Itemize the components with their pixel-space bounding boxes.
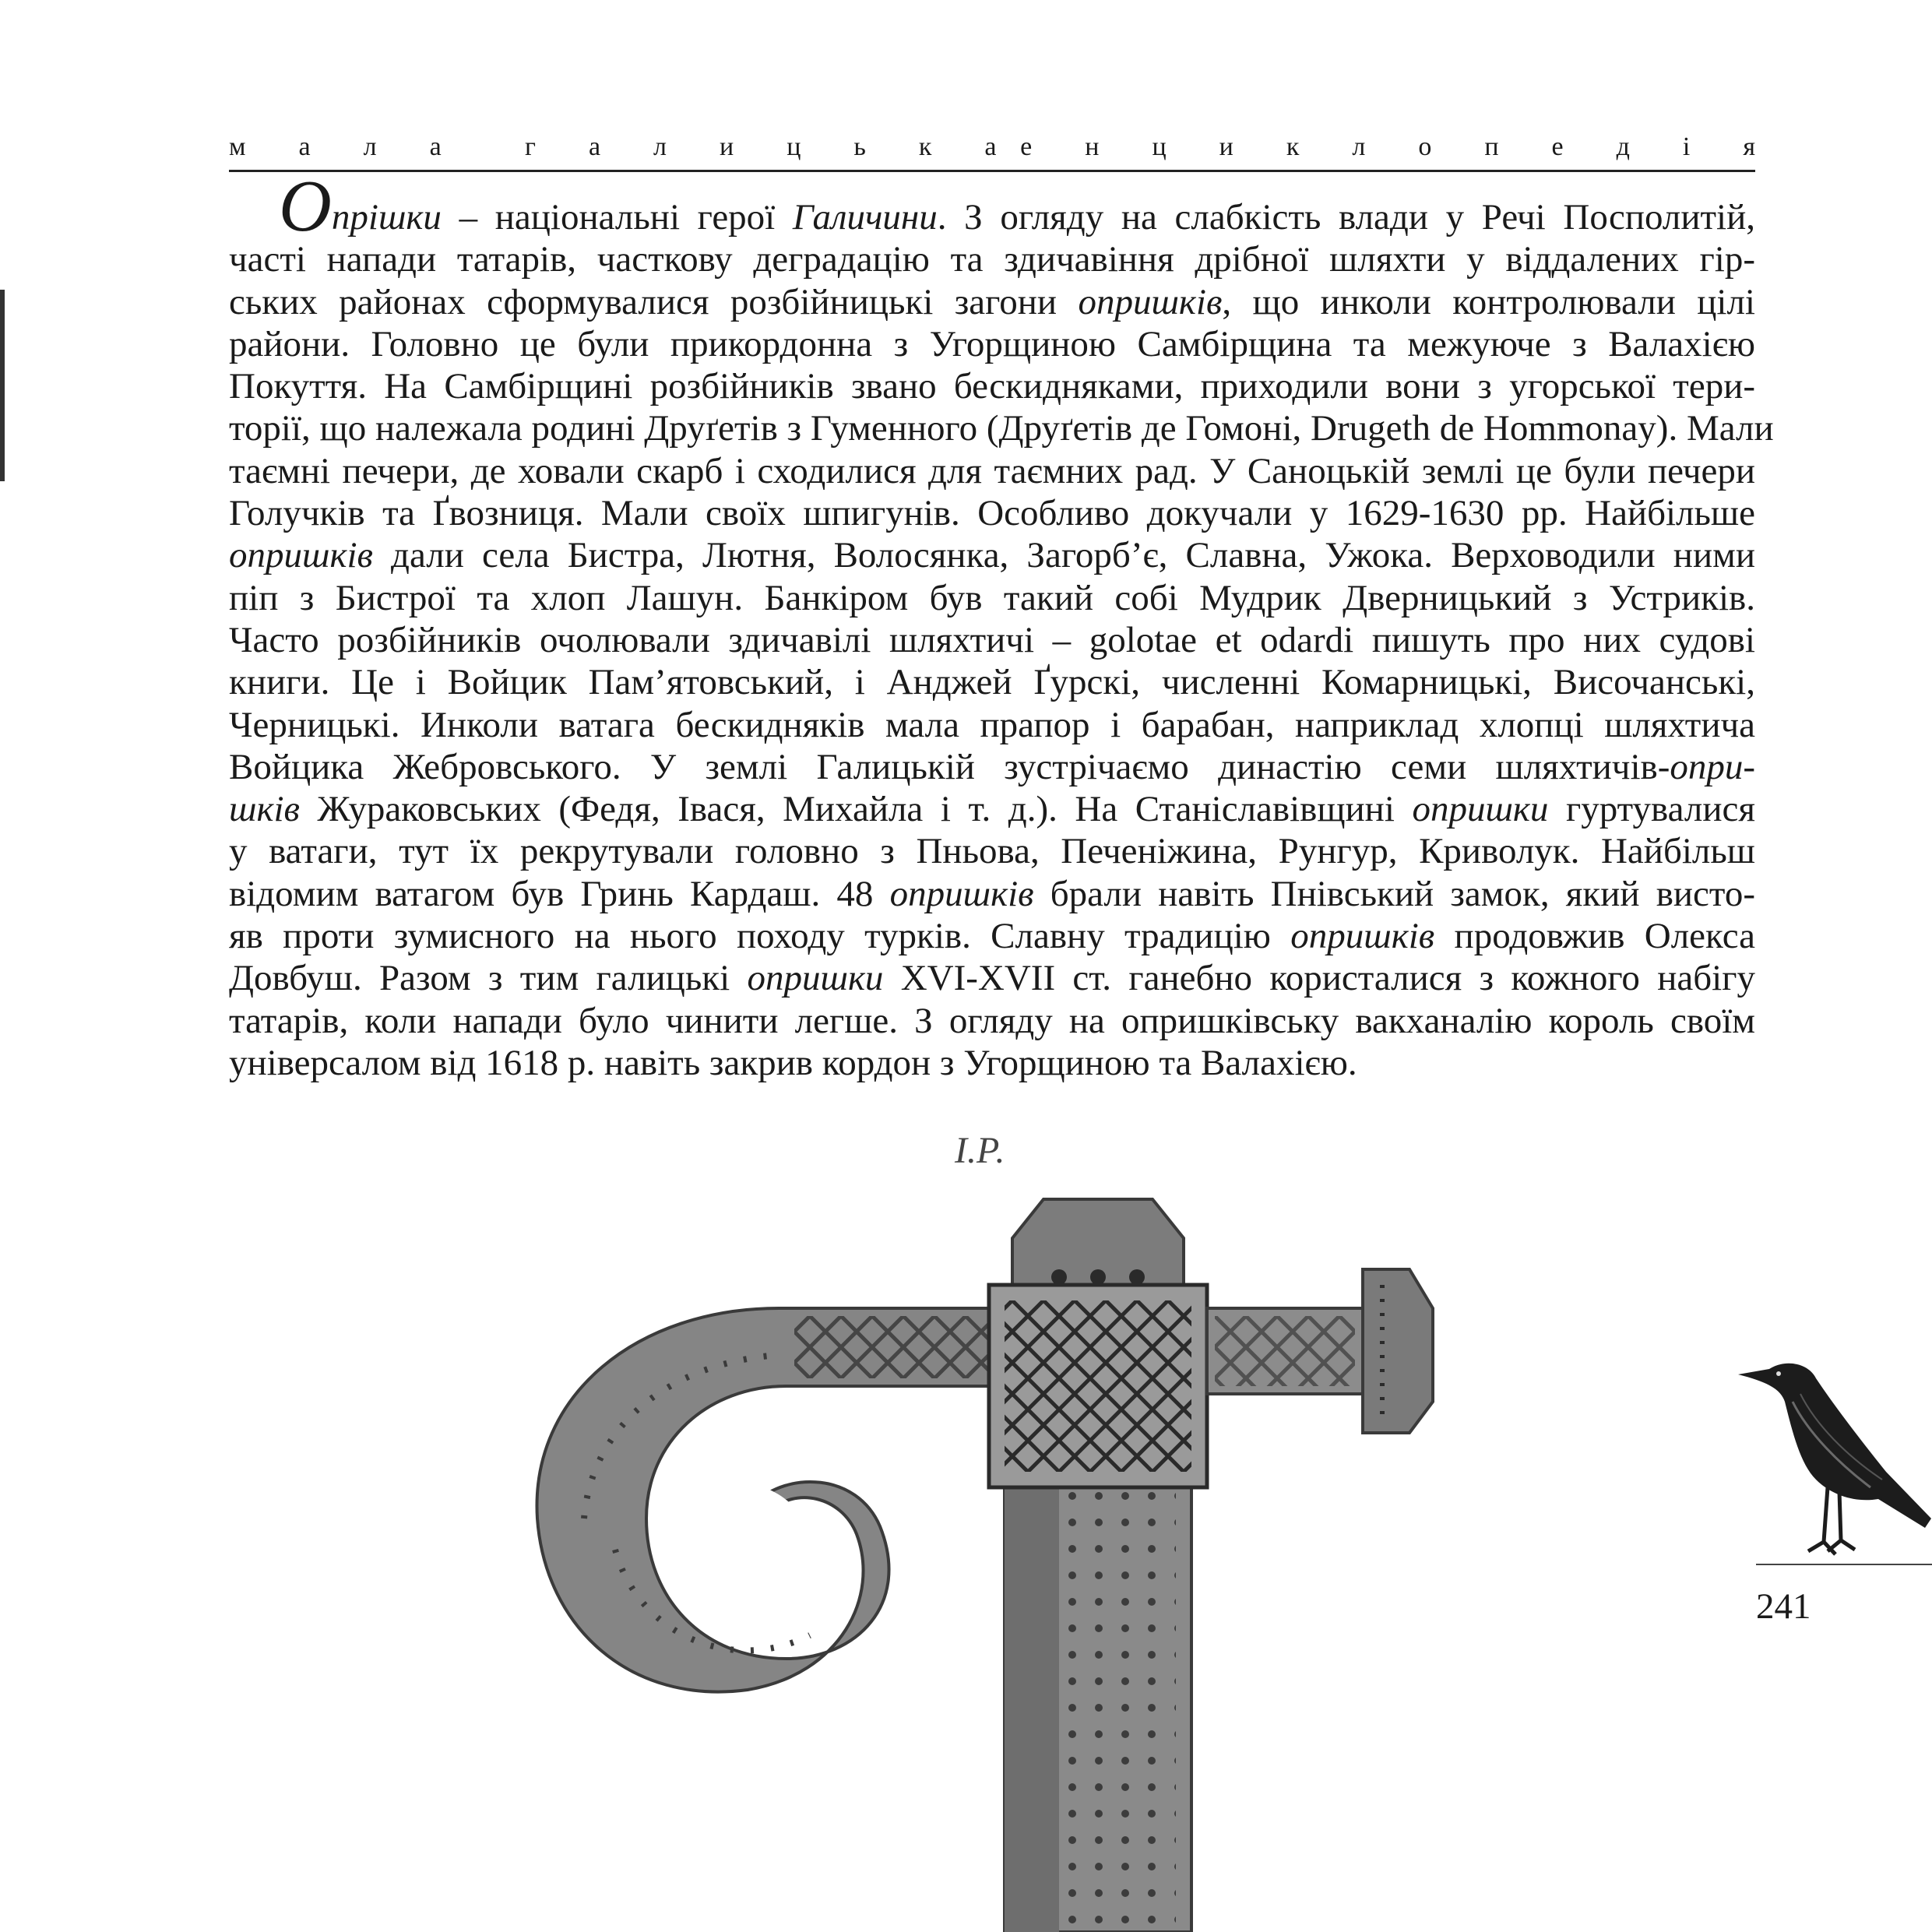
hutsul-axe-illustration: [530, 1191, 1448, 1932]
text-run: райони. Головно це були прикордонна з Угорщиною Самбірщина та межуюче з Валахією: [229, 323, 1755, 364]
text-run: таємні печери, де ховали скарб і сходилися для таємних рад. У Саноцькій землі це були печери: [229, 450, 1755, 491]
text-run: дали села Бистра, Лютня, Волосянка, Загорб’є, Славна, Ужока. Верховодили ними: [372, 535, 1755, 576]
text-run: продовжив Олекса: [1434, 916, 1755, 957]
running-head-word: м а л а: [229, 132, 442, 161]
text-line: [229, 915, 1755, 957]
text-run: гуртувалися: [1548, 789, 1755, 830]
page-number-rule: [1756, 1564, 1932, 1565]
text-run: торії, що належала родині Друґетів з Гуменного (Друґетів де Гомоні, Drugeth de Hommonay). Мали: [229, 408, 1774, 449]
article-body: [229, 166, 1774, 1084]
text-run: Голучків та Ґвозниця. Мали своїх шпигунів. Особливо докучали у 1629-1630 рр. Найбільше: [229, 493, 1755, 534]
text-run: яв проти зумисного на нього походу турків. Славну традицію: [229, 916, 1291, 957]
text-run: XVI-XVII ст. ганебно користалися з кожного набігу: [883, 958, 1755, 999]
italic-term: опришків: [1290, 916, 1435, 957]
text-line: [229, 1042, 1755, 1084]
text-line: [229, 788, 1755, 830]
author-signature: І.Р.: [955, 1130, 1005, 1171]
text-line: [229, 281, 1755, 323]
text-line: [229, 619, 1755, 661]
margin-mark: [0, 290, 5, 481]
running-head: [229, 132, 1755, 170]
header-rule: [229, 170, 1755, 172]
italic-term: опришків: [1078, 281, 1223, 322]
text-run: Черницькі. Инколи ватага бескидняків мала прапор і барабан, наприклад хлопці шляхтича: [229, 704, 1755, 745]
text-line: [229, 450, 1755, 492]
text-run: Войцика Жебровського. У землі Галицькій зустрічаємо династію семи шляхтичів-: [229, 746, 1670, 787]
page-number: 241: [1756, 1586, 1811, 1627]
italic-term: опришки: [747, 958, 884, 999]
italic-term: опришків: [889, 873, 1034, 914]
text-run: Покуття. На Самбірщині розбійників звано бескидняками, приходили вони з угорської тери-: [229, 366, 1755, 407]
drop-initial: О: [279, 166, 332, 247]
text-run: піп з Бистрої та хлоп Лашун. Банкіром був такий собі Мудрик Дверницький з Устриків.: [229, 577, 1755, 618]
text-run: татарів, коли напади було чинити легше. З огляду на опришківську вакханалію король своїм: [229, 1000, 1755, 1041]
text-run: ських районах сформувалися розбійницькі загони: [229, 281, 1079, 322]
text-run: Довбуш. Разом з тим галицькі: [229, 958, 748, 999]
running-head-word: г а л и ц ь к а: [525, 132, 997, 161]
text-line: [229, 534, 1755, 576]
crow-illustration: [1738, 1355, 1932, 1565]
text-run: у ватаги, тут їх рекрутували головно з Пньова, Печеніжина, Рунгур, Криволук. Найбільш: [229, 831, 1755, 872]
text-line: [229, 704, 1755, 746]
text-run: . З огляду на слабкість влади у Речі Посполитій,: [937, 197, 1755, 238]
text-line: [229, 238, 1755, 280]
text-line: [229, 1000, 1755, 1042]
text-line: [229, 957, 1755, 999]
text-line: [229, 661, 1755, 703]
text-line: [229, 166, 1755, 247]
text-line: [229, 746, 1755, 788]
text-run: Жураковських (Федя, Івася, Михайла і т. д.). На Станіславівщині: [299, 789, 1413, 830]
text-line: [229, 407, 1774, 449]
text-line: [229, 577, 1755, 619]
running-head-word: е н ц и к л о п е д і я: [1020, 132, 1755, 161]
text-run: часті напади татарів, часткову деградацію та здичавіння дрібної шляхти у віддалених гір-: [229, 239, 1755, 280]
text-run: книги. Це і Войцик Пам’ятовський, і Анджей Ґурскі, численні Комарницькі, Височанські,: [229, 662, 1755, 703]
text-line: [229, 492, 1755, 534]
text-line: [229, 830, 1755, 872]
text-run: відомим ватагом був Гринь Кардаш. 48: [229, 873, 890, 914]
italic-term: прішки: [331, 197, 442, 238]
italic-term: опри-: [1670, 746, 1755, 787]
text-run: , що инколи контролювали цілі: [1222, 281, 1755, 322]
text-run: Часто розбійників очолювали здичавілі шляхтичі – golotae et odardi пишуть про них судові: [229, 619, 1755, 660]
text-line: [229, 323, 1755, 365]
italic-term: опришки: [1412, 789, 1549, 830]
italic-term: шків: [229, 789, 300, 830]
italic-term: Галичини: [792, 197, 938, 238]
text-line: [229, 873, 1755, 915]
text-run: універсалом від 1618 р. навіть закрив кордон з Угорщиною та Валахією.: [229, 1042, 1357, 1083]
italic-term: опришків: [229, 535, 373, 576]
text-run: брали навіть Пнівський замок, який висто-: [1033, 873, 1755, 914]
text-line: [229, 365, 1755, 407]
text-run: – національні герої: [441, 197, 793, 238]
